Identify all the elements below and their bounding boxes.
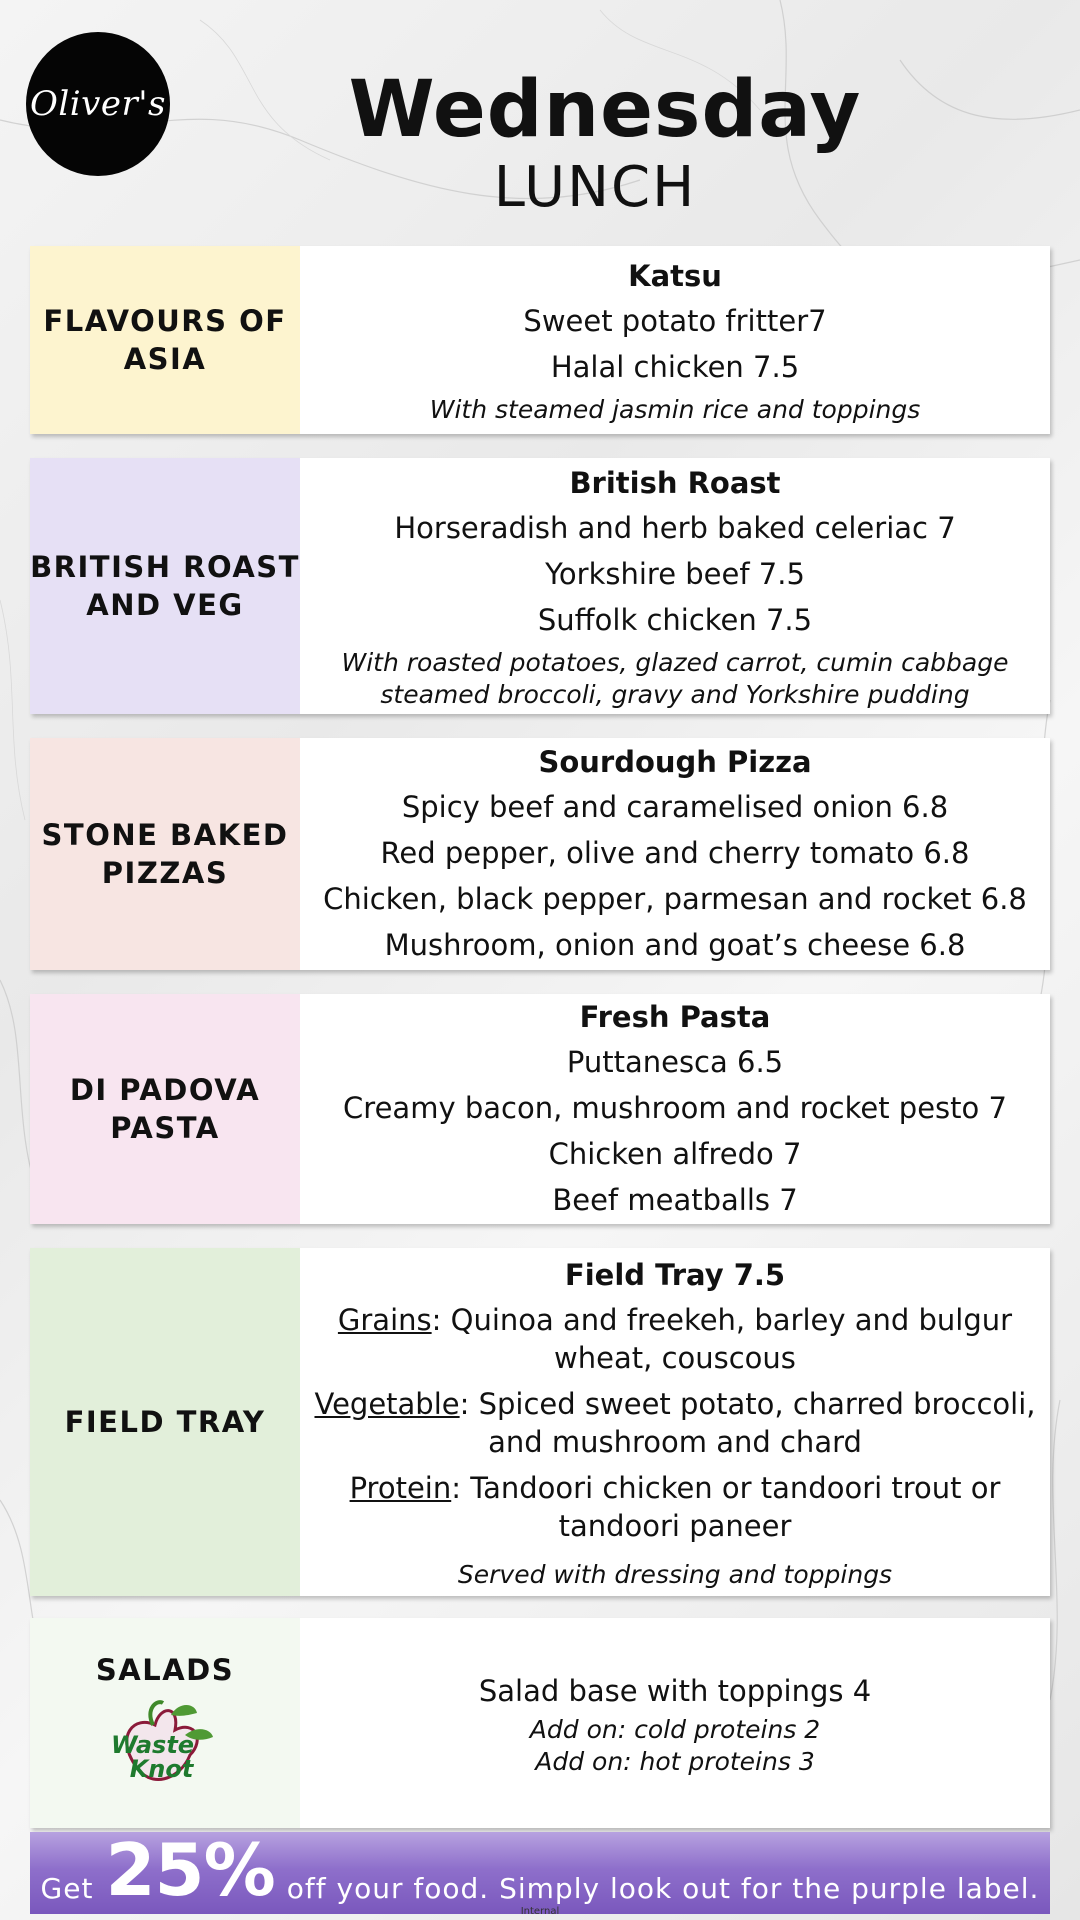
menu-note: With steamed jasmin rice and toppings (429, 395, 921, 424)
field-tray-protein: Protein: Tandoori chicken or tandoori trout or tandoori paneer (349, 1471, 1001, 1543)
menu-item: Salad base with toppings 4 (478, 1674, 872, 1708)
classification-tag: Internal (520, 1906, 560, 1917)
menu-items (300, 458, 1050, 714)
promo-percent: 25% (105, 1832, 275, 1912)
menu-item: Creamy bacon, mushroom and rocket pesto 7 (343, 1091, 1007, 1125)
promo-prefix: Get (40, 1872, 94, 1905)
menu-heading: Field Tray 7.5 (564, 1258, 786, 1292)
menu-heading: Fresh Pasta (579, 1000, 771, 1034)
menu-heading: Katsu (628, 259, 722, 293)
menu-note: With roasted potatoes, glazed carrot, cumin cabbage (341, 648, 1009, 677)
category-label: FIELD TRAY (30, 1248, 300, 1596)
menu-items (300, 994, 1050, 1224)
menu-item: Suffolk chicken 7.5 (537, 603, 813, 637)
promo-banner (30, 1832, 1050, 1914)
menu-item: Mushroom, onion and goat’s cheese 6.8 (384, 928, 966, 962)
menu-items (300, 1618, 1050, 1828)
meal-subtitle: LUNCH (493, 155, 697, 220)
menu-addon: Add on: hot proteins 3 (535, 1747, 815, 1776)
menu-item: Puttanesca 6.5 (566, 1045, 784, 1079)
category-label: BRITISH ROAST AND VEG (30, 458, 300, 714)
section-field-tray (30, 1248, 1050, 1596)
category-label: DI PADOVA PASTA (30, 994, 300, 1224)
field-tray-vegetable: Vegetable: Spiced sweet potato, charred broccoli, and mushroom and chard (314, 1387, 1036, 1459)
menu-note: Served with dressing and toppings (457, 1560, 893, 1589)
promo-text: off your food. Simply look out for the purple label. (286, 1872, 1040, 1905)
menu-item: Spicy beef and caramelised onion 6.8 (401, 790, 949, 824)
logo-text: Oliver's (30, 84, 166, 124)
menu-heading: Sourdough Pizza (538, 745, 812, 779)
menu-item: Red pepper, olive and cherry tomato 6.8 (380, 836, 970, 870)
menu-item: Horseradish and herb baked celeriac 7 (394, 511, 956, 545)
menu-item: Yorkshire beef 7.5 (545, 557, 805, 591)
section-flavours-of-asia (30, 246, 1050, 434)
menu-item: Beef meatballs 7 (552, 1183, 798, 1217)
menu-items (300, 246, 1050, 434)
category-label: FLAVOURS OF ASIA (30, 246, 300, 434)
menu-items (300, 1248, 1050, 1596)
menu-addon: Add on: cold proteins 2 (529, 1715, 821, 1744)
section-salads (30, 1618, 1050, 1828)
section-british-roast (30, 458, 1050, 714)
section-stone-baked-pizzas (30, 738, 1050, 970)
menu-item: Chicken, black pepper, parmesan and rocket 6.8 (323, 882, 1027, 916)
section-di-padova-pasta (30, 994, 1050, 1224)
waste-knot-logo (105, 1695, 225, 1795)
menu-items (300, 738, 1050, 970)
field-tray-grains: Grains: Quinoa and freekeh, barley and bulgur wheat, couscous (337, 1303, 1013, 1375)
category-label: STONE BAKED PIZZAS (30, 738, 300, 970)
page-title: Wednesday (348, 65, 862, 155)
menu-item: Chicken alfredo 7 (548, 1137, 802, 1171)
waste-knot-text: Waste Knot (111, 1731, 195, 1783)
menu-item: Halal chicken 7.5 (550, 350, 800, 384)
menu-item: Sweet potato fritter7 (523, 304, 827, 338)
menu-note: steamed broccoli, gravy and Yorkshire pudding (380, 680, 970, 709)
category-label: SALADS Waste Knot (30, 1618, 300, 1828)
menu-heading: British Roast (569, 466, 781, 500)
